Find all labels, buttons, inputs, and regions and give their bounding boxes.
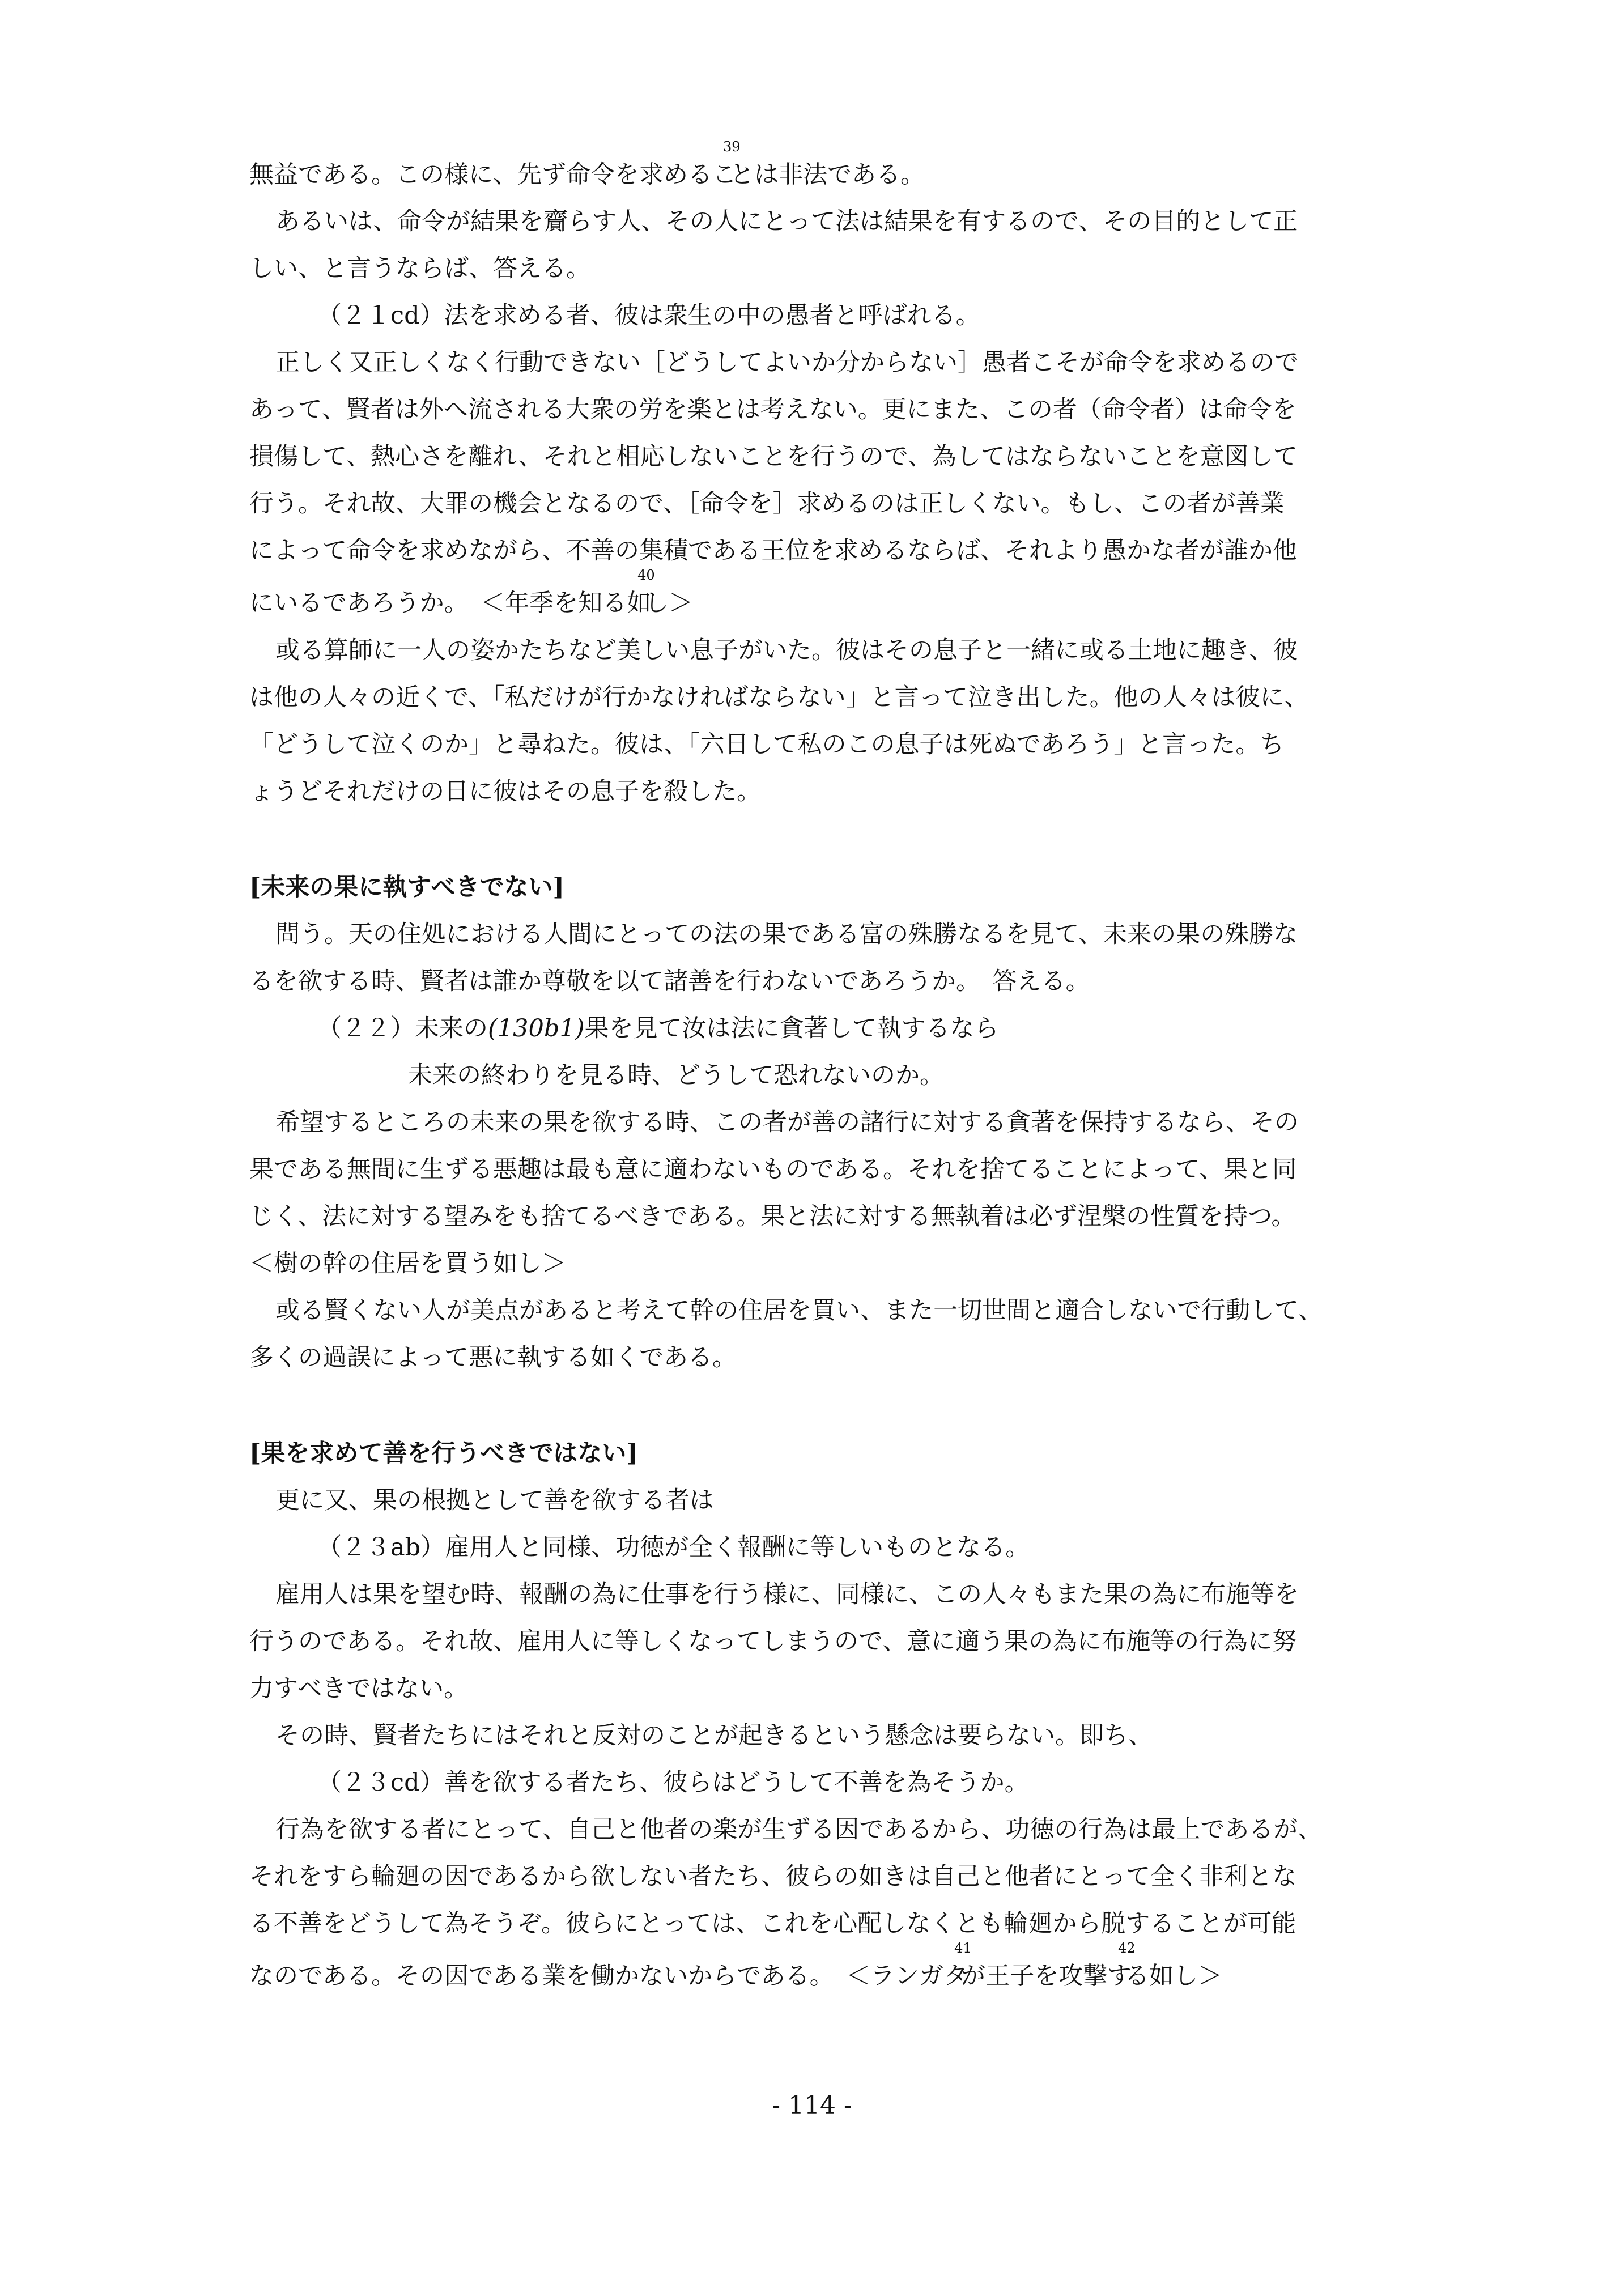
verse-line: 未来の終わりを見る時、どうして恐れないのか。 <box>408 1061 944 1090</box>
text-line: 「どうして泣くのか」と尋ねた。彼は、「六日して私のこの息子は死ぬであろう」と言った。ち <box>249 730 1285 759</box>
text-line: ょうどそれだけの日に彼はその息子を殺した。 <box>249 777 761 806</box>
page-reference: (130b1) <box>488 1014 585 1043</box>
page-number: - 114 - <box>772 2091 852 2120</box>
text-line: それをすら輪廻の因であるから欲しない者たち、彼らの如きは自己と他者にとって全く非利とな <box>249 1862 1297 1891</box>
text-line: その時、賢者たちにはそれと反対のことが起きるという懸念は要らない。即ち、 <box>275 1721 1153 1750</box>
verse-line: （２３ab）雇用人と同様、功徳が全く報酬に等しいものとなる。 <box>317 1533 1030 1562</box>
text-line: 行為を欲する者にとって、自己と他者の楽が生ずる因であるから、功徳の行為は最上であるが、 <box>275 1815 1323 1844</box>
text-line: しい、と言うならば、答える。 <box>249 254 590 283</box>
text-line: 希望するところの未来の果を欲する時、この者が善の諸行に対する貪著を保持するなら、その <box>275 1108 1299 1137</box>
text-line: 果である無間に生ずる悪趣は最も意に適わないものである。それを捨てることによって、果と同 <box>249 1155 1297 1184</box>
text-fragment: なのである。その因である業を働かないからである。 ＜ランガタ <box>249 1961 968 1990</box>
text-line: 行うのである。それ故、雇用人に等しくなってしまうので、意に適う果の為に布施等の行為に努 <box>249 1627 1297 1656</box>
text-line: 正しく又正しくなく行動できない［どうしてよいか分からない］愚者こそが命令を求めるので <box>275 348 1299 377</box>
text-line: 雇用人は果を望む時、報酬の為に仕事を行う様に、同様に、この人々もまた果の為に布施等を <box>275 1580 1299 1609</box>
verse-prefix: （２２）未来の <box>317 1014 488 1043</box>
verse-suffix: 果を見て汝は法に貪著して執するなら <box>584 1014 999 1043</box>
text-line: 行う。それ故、大罪の機会となるので、［命令を］求めるのは正しくない。もし、この者が善業 <box>249 490 1285 518</box>
text-line: 無益である。この様に、先ず命令を求めるこ$^{39}$とは非法である。 <box>249 139 925 189</box>
text-line: る不善をどうして為そうぞ。彼らにとっては、これを心配しなくとも輪廻から脱することが可能 <box>249 1909 1296 1938</box>
verse-line: （２１cd）法を求める者、彼は衆生の中の愚者と呼ばれる。 <box>317 301 980 330</box>
text-line: によって命令を求めながら、不善の集積である王位を求めるならば、それより愚かな者が誰か他 <box>249 537 1297 566</box>
text-line: 力すべきではない。 <box>249 1674 469 1703</box>
text-fragment: し＞ <box>644 589 694 618</box>
text-line: にいるであろうか。 ＜年季を知る如$^{40}$し＞ <box>249 567 694 618</box>
page-body <box>249 139 1428 2000</box>
text-fragment: が王子を攻撃す <box>961 1961 1132 1990</box>
verse-line <box>249 1005 1428 1052</box>
text-line: は他の人々の近くで、「私だけが行かなければならない」と言って泣き出した。他の人々は彼に、 <box>249 683 1309 712</box>
text-line: 問う。天の住処における人間にとっての法の果である富の殊勝なるを見て、未来の果の殊勝な <box>275 920 1298 949</box>
section-heading: [果を求めて善を行うべきではない] <box>249 1439 638 1468</box>
text-fragment: にいるであろうか。 ＜年季を知る如 <box>249 589 652 618</box>
text-line: ＜樹の幹の住居を買う如し＞ <box>249 1249 566 1278</box>
text-line: じく、法に対する望みをも捨てるべきである。果と法に対する無執着は必ず涅槃の性質を持つ。 <box>249 1202 1296 1231</box>
section-heading: [未来の果に執すべきでない] <box>249 873 564 902</box>
text-line: 或る賢くない人が美点があると考えて幹の住居を買い、また一切世間と適合しないで行動して、 <box>275 1296 1323 1325</box>
text-line: 或る算師に一人の姿かたちなど美しい息子がいた。彼はその息子と一緒に或る土地に趣き、彼 <box>275 636 1298 665</box>
text-fragment: る如し＞ <box>1125 1961 1223 1990</box>
text-line: なのである。その因である業を働かないからである。 ＜ランガタ$^{41}$が王子を攻撃す$^{42}$る如し＞ <box>249 1940 1223 1990</box>
text-fragment: 無益である。この様に、先ず命令を求めるこ <box>249 160 737 189</box>
text-line: 損傷して、熱心さを離れ、それと相応しないことを行うので、為してはならないことを意図して <box>249 443 1298 471</box>
text-line: あって、賢者は外へ流される大衆の労を楽とは考えない。更にまた、この者（命令者）は命令を <box>249 396 1296 424</box>
text-fragment: とは非法である。 <box>730 160 925 189</box>
text-line: 多くの過誤によって悪に執する如くである。 <box>249 1343 737 1372</box>
text-line: 更に又、果の根拠として善を欲する者は <box>275 1486 714 1515</box>
text-line: あるいは、命令が結果を齎らす人、その人にとって法は結果を有するので、その目的として正 <box>275 207 1298 236</box>
text-line: るを欲する時、賢者は誰か尊敬を以て諸善を行わないであろうか。 答える。 <box>249 967 1090 996</box>
verse-line: （２３cd）善を欲する者たち、彼らはどうして不善を為そうか。 <box>317 1768 1029 1797</box>
